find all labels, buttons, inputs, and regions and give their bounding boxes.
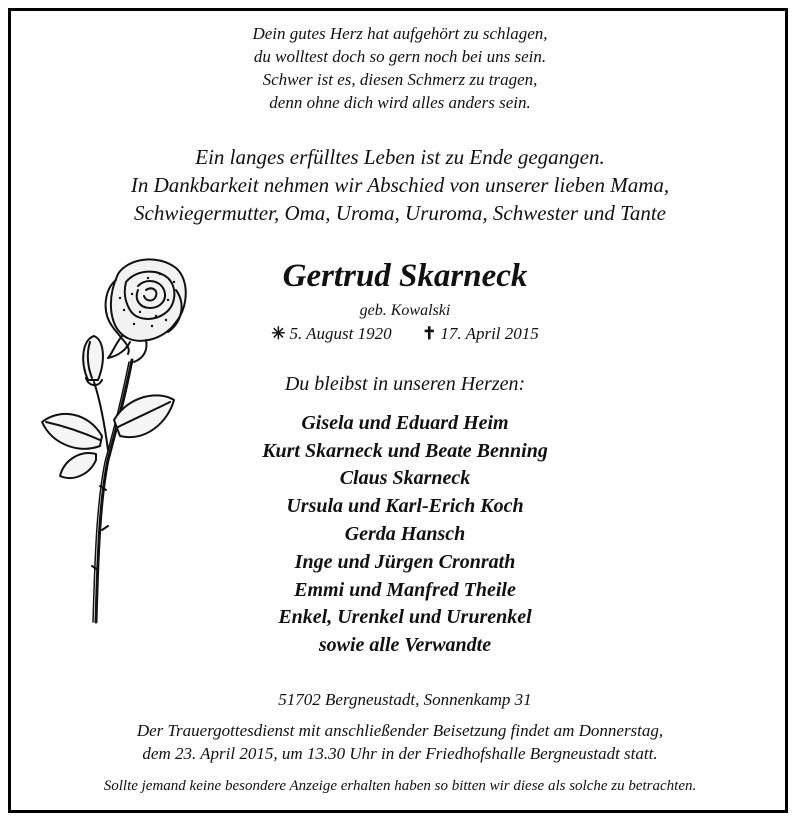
life-dates — [255, 324, 555, 344]
poem-line: Dein gutes Herz hat aufgehört zu schlagen, — [252, 24, 548, 43]
intro-line: Ein langes erfülltes Leben ist zu Ende gegangen. — [195, 145, 605, 169]
poem-line: Schwer ist es, diesen Schmerz zu tragen, — [262, 70, 538, 89]
birth-symbol-icon: ✳ — [271, 324, 286, 343]
intro-line: Schwiegermutter, Oma, Uroma, Ururoma, Schwester und Tante — [134, 201, 666, 225]
service-line: Der Trauergottesdienst mit anschließender Beisetzung findet am Donnerstag, — [136, 721, 664, 740]
remembrance-line: Du bleibst in unseren Herzen: — [284, 373, 526, 395]
address: 51702 Bergneustadt, Sonnenkamp 31 — [278, 690, 532, 709]
death-date: 17. April 2015 — [440, 324, 539, 343]
family-member: Inge und Jürgen Cronrath — [294, 551, 516, 573]
family-member: Kurt Skarneck und Beate Benning — [262, 440, 548, 462]
birth-date: 5. August 1920 — [289, 324, 392, 343]
service-line: dem 23. April 2015, um 13.30 Uhr in der Friedhofshalle Bergneustadt statt. — [142, 744, 658, 763]
family-member: sowie alle Verwandte — [318, 634, 492, 656]
rose-illustration — [28, 250, 188, 640]
poem-line: denn ohne dich wird alles anders sein. — [269, 93, 531, 112]
family-member: Gisela und Eduard Heim — [301, 412, 509, 434]
family-member: Claus Skarneck — [339, 467, 471, 489]
closing-note: Sollte jemand keine besondere Anzeige erhalten haben so bitten wir diese als solche zu betrachten. — [103, 778, 697, 794]
cross-icon: ✝ — [422, 324, 437, 343]
maiden-name: geb. Kowalski — [359, 302, 451, 319]
deceased-name: Gertrud Skarneck — [282, 258, 528, 294]
poem-line: du wolltest doch so gern noch bei uns sein. — [253, 47, 547, 66]
family-member: Emmi und Manfred Theile — [294, 579, 516, 601]
family-member: Ursula und Karl-Erich Koch — [286, 495, 524, 517]
intro-line: In Dankbarkeit nehmen wir Abschied von unserer lieben Mama, — [130, 173, 670, 197]
family-member: Enkel, Urenkel und Ururenkel — [278, 606, 532, 628]
family-member: Gerda Hansch — [344, 523, 466, 545]
